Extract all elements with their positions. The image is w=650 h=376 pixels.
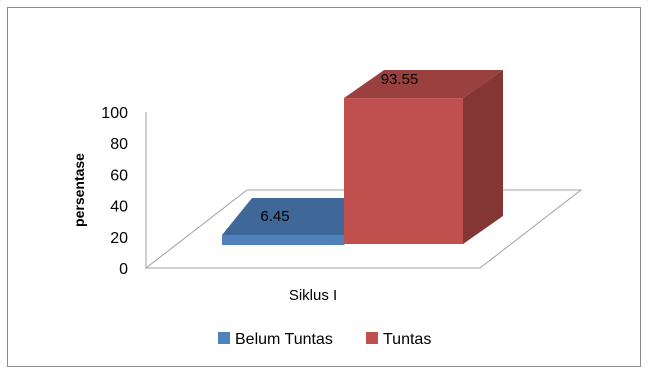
y-tick-label: 60 — [110, 167, 128, 185]
category-label: Siklus I — [288, 287, 338, 304]
data-label-belum-tuntas: 6.45 — [260, 207, 290, 225]
y-tick-label: 20 — [110, 229, 128, 247]
bar-belum-tuntas — [222, 235, 344, 245]
y-tick-label: 80 — [110, 136, 128, 154]
legend-swatch-tuntas — [366, 332, 378, 344]
bars — [222, 70, 503, 245]
bar-side-tuntas — [463, 70, 503, 244]
y-ticks — [101, 105, 128, 278]
legend-swatch-belum-tuntas — [218, 332, 230, 344]
legend-label-tuntas: Tuntas — [383, 331, 432, 348]
y-tick-label: 40 — [110, 198, 128, 216]
bar-tuntas — [344, 98, 463, 244]
data-label-tuntas: 93.55 — [380, 71, 419, 89]
y-axis-label: persentase — [71, 153, 87, 227]
y-tick-label: 100 — [101, 105, 128, 122]
legend-label-belum-tuntas: Belum Tuntas — [235, 331, 333, 348]
y-tick-label: 0 — [119, 261, 128, 278]
